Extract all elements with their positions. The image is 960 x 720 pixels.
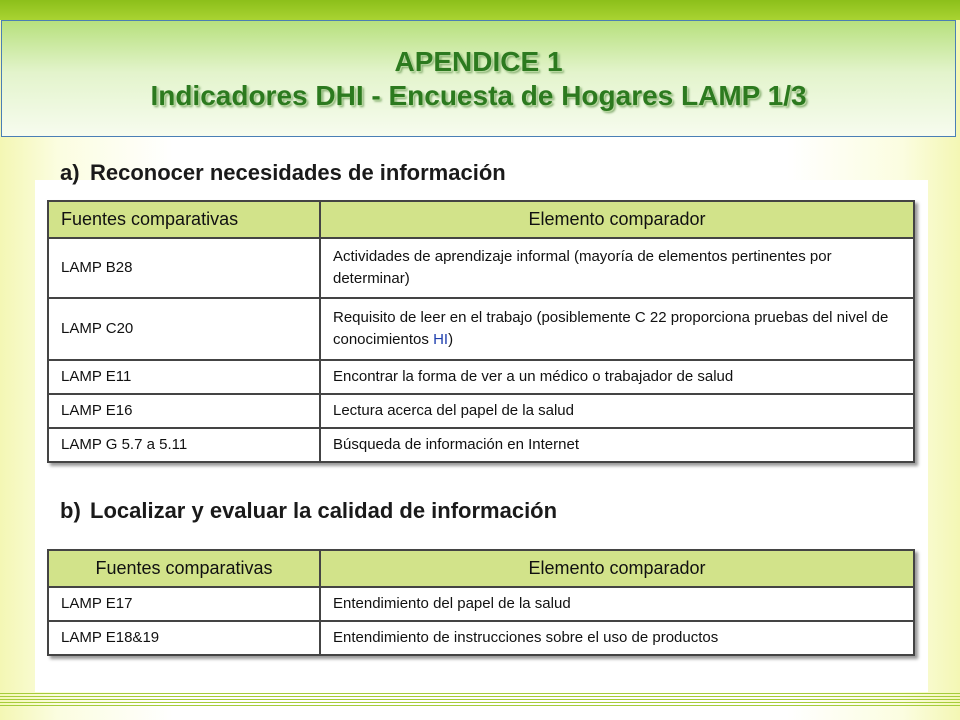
cell-element-text: Requisito de leer en el trabajo (posiblemente C 22 proporciona pruebas del nivel de conocimientos bbox=[333, 309, 889, 348]
bottom-stripe-decoration bbox=[0, 693, 960, 707]
slide-title-line2: Indicadores DHI - Encuesta de Hogares LAMP 1/3 bbox=[150, 80, 807, 111]
section-b-heading bbox=[60, 498, 557, 524]
cell-source: LAMP B28 bbox=[48, 238, 320, 298]
section-a-title: Reconocer necesidades de información bbox=[90, 160, 506, 185]
section-b-title: Localizar y evaluar la calidad de información bbox=[90, 498, 558, 523]
cell-element: Lectura acerca del papel de la salud bbox=[320, 394, 914, 428]
table-row bbox=[48, 360, 914, 394]
table-row bbox=[48, 621, 914, 655]
table-row bbox=[48, 394, 914, 428]
top-accent-bar bbox=[0, 0, 960, 20]
cell-element: Entendimiento de instrucciones sobre el uso de productos bbox=[320, 621, 914, 655]
section-a-marker: a) bbox=[60, 160, 80, 185]
cell-element: Búsqueda de información en Internet bbox=[320, 428, 914, 462]
section-a-heading bbox=[60, 160, 506, 186]
slide-title-line1: APENDICE 1 bbox=[394, 46, 563, 77]
col-header-element: Elemento comparador bbox=[320, 201, 914, 238]
table-row bbox=[48, 298, 914, 360]
cell-source: LAMP C20 bbox=[48, 298, 320, 360]
cell-source: LAMP E17 bbox=[48, 587, 320, 621]
cell-element-close: ) bbox=[448, 331, 454, 348]
section-a-table bbox=[47, 200, 915, 463]
cell-element: Entendimiento del papel de la salud bbox=[320, 587, 914, 621]
table-row bbox=[48, 587, 914, 621]
table-row bbox=[48, 428, 914, 462]
cell-element: Encontrar la forma de ver a un médico o trabajador de salud bbox=[320, 360, 914, 394]
cell-element bbox=[320, 298, 914, 360]
cell-source: LAMP E16 bbox=[48, 394, 320, 428]
table-header-row bbox=[48, 201, 914, 238]
cell-source: LAMP G 5.7 a 5.11 bbox=[48, 428, 320, 462]
col-header-element: Elemento comparador bbox=[320, 550, 914, 587]
col-header-sources: Fuentes comparativas bbox=[48, 201, 320, 238]
cell-element-highlight: HI bbox=[433, 331, 449, 348]
section-b-table bbox=[47, 549, 915, 656]
cell-source: LAMP E11 bbox=[48, 360, 320, 394]
section-b-marker: b) bbox=[60, 498, 81, 523]
title-banner bbox=[1, 20, 956, 137]
cell-source: LAMP E18&19 bbox=[48, 621, 320, 655]
col-header-sources: Fuentes comparativas bbox=[48, 550, 320, 587]
table-header-row bbox=[48, 550, 914, 587]
cell-element: Actividades de aprendizaje informal (mayoría de elementos pertinentes por determinar) bbox=[320, 238, 914, 298]
table-row bbox=[48, 238, 914, 298]
